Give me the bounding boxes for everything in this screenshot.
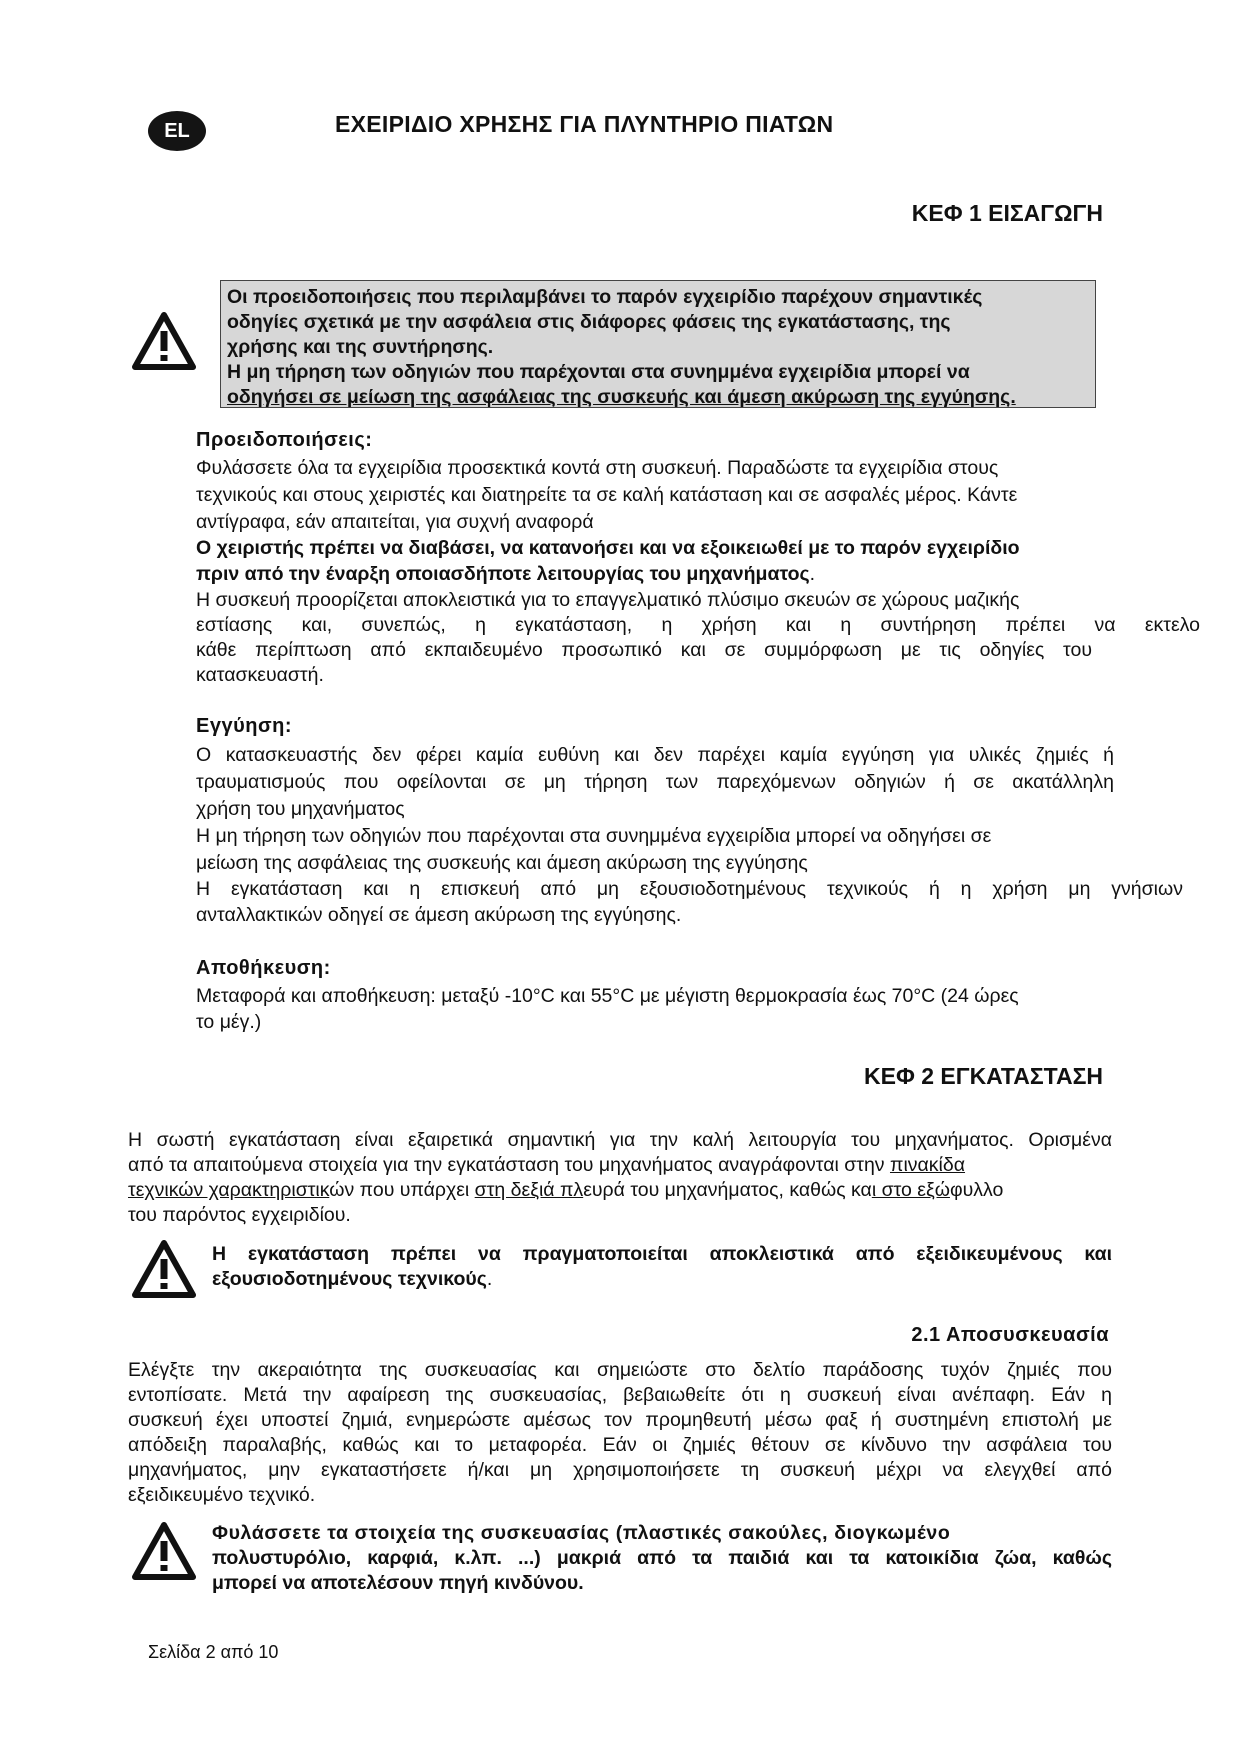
warranty-heading: Εγγύηση: <box>196 715 293 737</box>
installation-warning-line: Η εγκατάσταση πρέπει να πραγματοποιείται αποκλειστικά από εξειδικευμένους και <box>212 1243 1112 1265</box>
packaging-warning-line: Φυλάσσετε τα στοιχεία της συσκευασίας (πλαστικές σακούλες, διογκωμένο <box>212 1522 951 1544</box>
text-run: ών που υπάρχει <box>329 1179 475 1201</box>
body-line: Η σωστή εγκατάσταση είναι εξαιρετικά σημαντική για την καλή λειτουργία του μηχανήματος. Ορισμένα <box>128 1129 1112 1151</box>
notice-line: οδηγήσει σε μείωση της ασφάλειας της συσκευής και άμεση ακύρωση της εγγύησης. <box>227 386 1016 408</box>
page-number: Σελίδα 2 από 10 <box>148 1642 279 1662</box>
section-2-1-heading: 2.1 Αποσυσκευασία <box>911 1324 1109 1346</box>
body-line: του παρόντος εγχειριδίου. <box>128 1204 351 1226</box>
document-title: ΕΧΕΙΡΙΔΙΟ ΧΡΗΣΗΣ ΓΙΑ ΠΛΥΝΤΗΡΙΟ ΠΙΑΤΩΝ <box>335 111 834 137</box>
body-line: εξειδικευμένο τεχνικό. <box>128 1484 316 1506</box>
body-line: απόδειξη παραλαβής, καθώς και το μεταφορέα. Εάν οι ζημιές θέτουν σε κίνδυνο την ασφάλεια του <box>128 1434 1112 1456</box>
body-line <box>128 1178 1003 1202</box>
body-line: Η μη τήρηση των οδηγιών που παρέχονται στα συνημμένα εγχειρίδια μπορεί να οδηγήσει σε <box>196 825 992 847</box>
text-run: φυλλο <box>949 1179 1004 1201</box>
notice-line: Οι προειδοποιήσεις που περιλαμβάνει το παρόν εγχειρίδιο παρέχουν σημαντικές <box>227 286 983 308</box>
body-line: Μεταφορά και αποθήκευση: μεταξύ -10°C και 55°C με μέγιστη θερμοκρασία έως 70°C (24 ώρες <box>196 985 1019 1007</box>
period: . <box>486 1268 493 1290</box>
language-badge: EL <box>148 111 206 151</box>
warning-triangle-icon <box>132 312 196 370</box>
body-line <box>128 1153 965 1177</box>
notice-line: χρήσης και της συντήρησης. <box>227 336 494 358</box>
packaging-warning-line: πολυστυρόλιο, καρφιά, κ.λπ. ...) μακριά από τα παιδιά και τα κατοικίδια ζώα, καθώς <box>212 1547 1112 1569</box>
notice-line: Η μη τήρηση των οδηγιών που παρέχονται στα συνημμένα εγχειρίδια μπορεί να <box>227 361 970 383</box>
body-line-bold: Ο χειριστής πρέπει να διαβάσει, να κατανοήσει και να εξοικειωθεί με το παρόν εγχειρίδιο <box>196 537 1020 559</box>
period: . <box>809 563 816 585</box>
storage-heading: Αποθήκευση: <box>196 957 331 979</box>
warning-triangle-icon <box>132 1522 196 1580</box>
notice-line: οδηγίες σχετικά με την ασφάλεια στις διάφορες φάσεις της εγκατάστασης, της <box>227 311 951 333</box>
body-line: το μέγ.) <box>196 1011 262 1033</box>
body-line: συσκευή έχει υποστεί ζημιά, ενημερώστε αμέσως τον προμηθευτή μέσω φαξ ή συστημένη επιστολή με <box>128 1409 1112 1431</box>
body-line: Η συσκευή προορίζεται αποκλειστικά για το επαγγελματικό πλύσιμο σκευών σε χώρους μαζικής <box>196 589 1020 611</box>
body-line <box>196 562 815 586</box>
body-line: Φυλάσσετε όλα τα εγχειρίδια προσεκτικά κοντά στη συσκευή. Παραδώστε τα εγχειρίδια στους <box>196 457 999 479</box>
text-run: πινακίδα <box>889 1154 966 1176</box>
packaging-warning-line: μπορεί να αποτελέσουν πηγή κινδύνου. <box>212 1572 584 1594</box>
safety-notice-box <box>220 280 1096 408</box>
body-line: μείωση της ασφάλειας της συσκευής και άμεση ακύρωση της εγγύησης <box>196 852 808 874</box>
body-line-bold: πριν από την έναρξη οποιασδήποτε λειτουργίας του μηχανήματος <box>196 563 810 585</box>
body-line: κατασκευαστή. <box>196 664 324 686</box>
body-line: εντοπίσατε. Μετά την αφαίρεση της συσκευασίας, βεβαιωθείτε ότι η συσκευή είναι ανέπαφη. Εάν η <box>128 1384 1112 1406</box>
body-line: εστίασης και, συνεπώς, η εγκατάσταση, η χρήση και η συντήρηση πρέπει να εκτελο <box>196 614 1200 636</box>
warnings-heading: Προειδοποιήσεις: <box>196 429 373 451</box>
warning-triangle-icon <box>132 1240 196 1298</box>
body-line: τραυματισμούς που οφείλονται σε μη τήρηση των παρεχόμενων οδηγιών ή σε ακατάλληλη <box>196 771 1114 793</box>
text-run: ι στο εξώ <box>871 1179 950 1201</box>
body-line: τεχνικούς και στους χειριστές και διατηρείτε τα σε καλή κατάσταση και σε ασφαλές μέρος. Κάντε <box>196 484 1018 506</box>
text-run: ευρά του μηχανήματος, καθώς κα <box>583 1179 872 1201</box>
body-line: Ο κατασκευαστής δεν φέρει καμία ευθύνη και δεν παρέχει καμία εγγύηση για υλικές ζημιές ή <box>196 744 1114 766</box>
chapter-1-title: ΚΕΦ 1 ΕΙΣΑΓΩΓΗ <box>911 200 1103 226</box>
body-line: Η εγκατάσταση και η επισκευή από μη εξουσιοδοτημένους τεχνικούς ή η χρήση μη γνήσιων <box>196 878 1183 900</box>
text-run: εξουσιοδοτημένους τεχνικούς <box>212 1268 487 1290</box>
text-run: τεχνικών χαρακτηριστικ <box>128 1179 330 1201</box>
installation-warning-line <box>212 1267 492 1291</box>
body-line: μηχανήματος, μην εγκαταστήσετε ή/και μη χρησιμοποιήσετε τη συσκευή μέχρι να ελεγχθεί από <box>128 1459 1112 1481</box>
chapter-2-title: ΚΕΦ 2 ΕΓΚΑΤΑΣΤΑΣΗ <box>864 1063 1103 1089</box>
body-line: αντίγραφα, εάν απαιτείται, για συχνή αναφορά <box>196 511 594 533</box>
body-line: κάθε περίπτωση από εκπαιδευμένο προσωπικό και σε συμμόρφωση με τις οδηγίες του <box>196 639 1092 661</box>
text-run: από τα απαιτούμενα στοιχεία για την εγκατάσταση του μηχανήματος αναγράφονται στην <box>128 1154 890 1176</box>
text-run: στη δεξιά πλ <box>474 1179 584 1201</box>
body-line: χρήση του μηχανήματος <box>196 798 405 820</box>
body-line: ανταλλακτικών οδηγεί σε άμεση ακύρωση της εγγύησης. <box>196 904 682 926</box>
body-line: Ελέγξτε την ακεραιότητα της συσκευασίας και σημειώστε στο δελτίο παράδοσης τυχόν ζημιές που <box>128 1359 1112 1381</box>
